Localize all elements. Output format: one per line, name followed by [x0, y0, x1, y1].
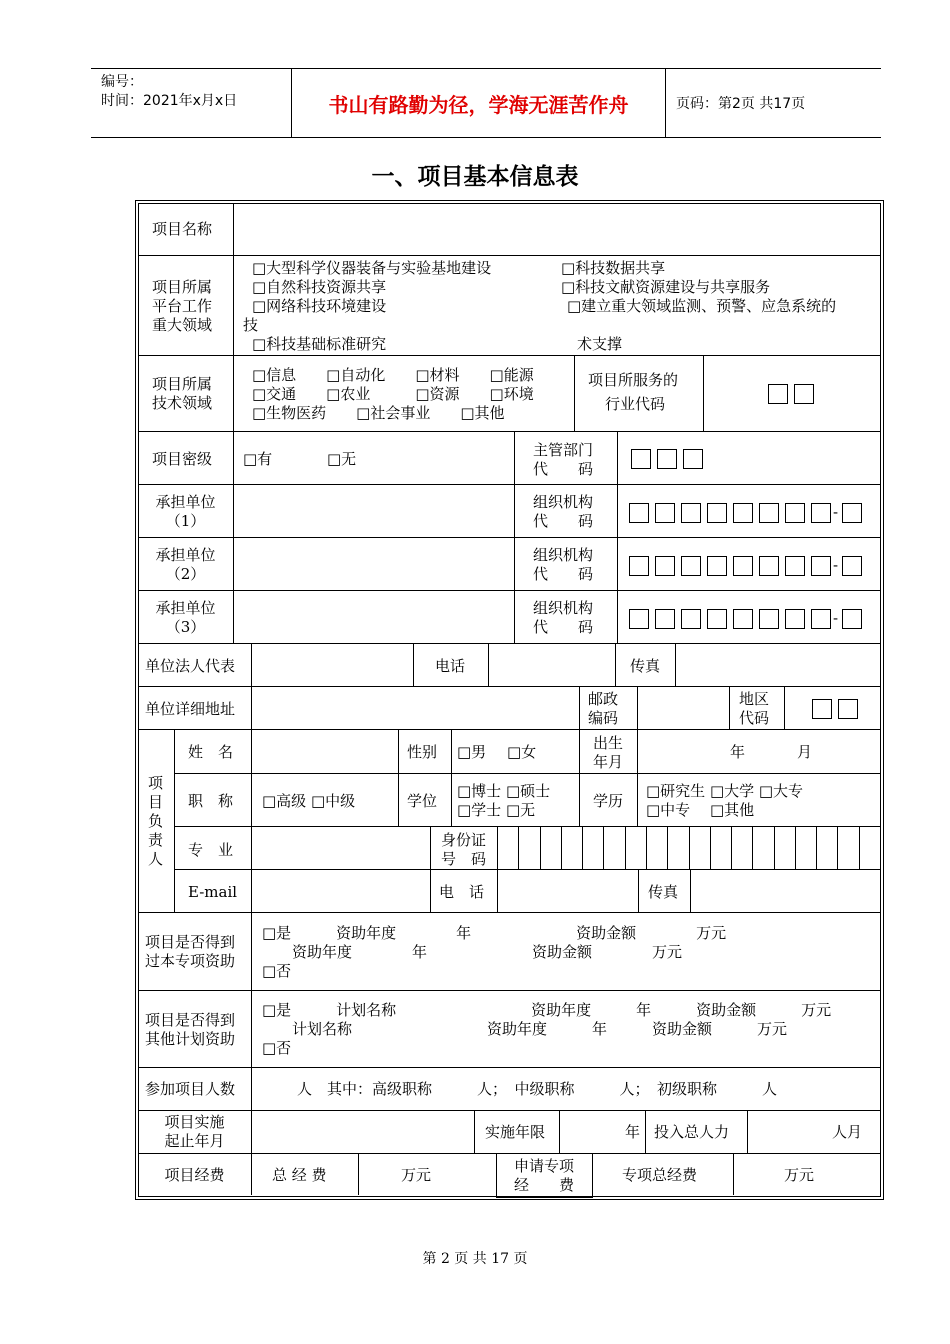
area-code-label-2: 代码	[739, 709, 770, 727]
secrecy-label: 项目密级	[152, 450, 213, 468]
org-code-box[interactable]	[681, 503, 701, 523]
org-code-box[interactable]	[842, 609, 862, 629]
org-code-label-2a: 组织机构	[533, 546, 594, 564]
id-cell-divider	[816, 826, 817, 869]
id-cell-divider	[710, 826, 711, 869]
org-code-box[interactable]	[811, 609, 831, 629]
special-total-label: 专项总经费	[622, 1166, 698, 1184]
org-code-dash: -	[833, 556, 839, 574]
id-cell-divider	[625, 826, 626, 869]
org-code-box[interactable]	[681, 609, 701, 629]
unit2-num: （2）	[165, 565, 206, 583]
platform-option-2[interactable]: □科技数据共享	[561, 259, 666, 277]
fund2-label-2: 其他计划资助	[145, 1030, 236, 1048]
degree-options-2[interactable]: □学士 □无	[457, 801, 536, 819]
org-code-box[interactable]	[759, 556, 779, 576]
id-cell-divider	[859, 826, 860, 869]
id-cell-divider	[518, 826, 519, 869]
total-cost-unit: 万元	[401, 1166, 432, 1184]
dept-code-label-1: 主管部门	[533, 441, 594, 459]
leader-name-label: 姓 名	[188, 743, 234, 761]
area-code-label-1: 地区	[739, 690, 770, 708]
page-header	[91, 68, 881, 138]
industry-code-label-1: 项目所服务的	[588, 371, 679, 389]
org-code-label-1a: 组织机构	[533, 493, 594, 511]
org-code-box[interactable]	[842, 503, 862, 523]
legal-rep-label: 单位法人代表	[145, 657, 236, 675]
degree-label: 学位	[407, 792, 438, 810]
id-cell-divider	[646, 826, 647, 869]
platform-label-3: 重大领域	[152, 316, 213, 334]
period-label-1: 项目实施	[164, 1113, 225, 1131]
org-code-box[interactable]	[842, 556, 862, 576]
project-name-field[interactable]	[240, 210, 870, 250]
id-cell-divider	[561, 826, 562, 869]
period-label-2: 起止年月	[164, 1132, 225, 1150]
org-code-box[interactable]	[681, 556, 701, 576]
fund1-line-1[interactable]: □是 资助年度 年 资助金额 万元	[262, 924, 727, 942]
duration-unit: 年	[625, 1123, 641, 1141]
org-code-box[interactable]	[707, 609, 727, 629]
form-table	[138, 203, 881, 1197]
postcode-label-1: 邮政	[588, 690, 619, 708]
org-code-box[interactable]	[655, 503, 675, 523]
unit3-num: （3）	[165, 618, 206, 636]
birth-label-1: 出生	[593, 734, 624, 752]
header-motto: 书山有路勤为径，学海无涯苦作舟	[291, 69, 666, 137]
org-code-box[interactable]	[811, 503, 831, 523]
education-label: 学历	[593, 792, 624, 810]
dept-code-boxes[interactable]	[631, 449, 709, 469]
tech-label-2: 技术领域	[152, 394, 213, 412]
birth-label-2: 年月	[593, 753, 624, 771]
serial-label: 编号：	[101, 74, 143, 90]
org-code-label-2b: 代 码	[533, 565, 594, 583]
email-label: E-mail	[188, 883, 238, 901]
id-cell-divider	[752, 826, 753, 869]
org-code-box[interactable]	[759, 609, 779, 629]
education-options-2[interactable]: □中专 □其他	[646, 801, 755, 819]
fund2-label-1: 项目是否得到	[145, 1011, 236, 1029]
total-cost-label: 总 经 费	[272, 1166, 327, 1184]
phone-label: 电话	[435, 657, 466, 675]
birth-month-unit: 月	[797, 743, 813, 761]
id-cell-divider	[603, 826, 604, 869]
org-code-boxes-1[interactable]	[629, 503, 868, 523]
birth-year-unit: 年	[730, 743, 746, 761]
platform-label-1: 项目所属	[152, 278, 213, 296]
degree-options-1[interactable]: □博士 □硕士	[457, 782, 551, 800]
fax-label: 传真	[630, 657, 661, 675]
cost-label: 项目经费	[164, 1166, 225, 1184]
platform-option-4[interactable]: □科技文献资源建设与共享服务	[561, 278, 771, 296]
page-title: 一、项目基本信息表	[371, 163, 579, 190]
fund1-label-1: 项目是否得到	[145, 933, 236, 951]
org-code-box[interactable]	[629, 556, 649, 576]
org-code-box[interactable]	[733, 556, 753, 576]
org-code-boxes-2[interactable]	[629, 556, 868, 576]
org-code-box[interactable]	[707, 556, 727, 576]
org-code-label-3b: 代 码	[533, 618, 594, 636]
unit3-label: 承担单位	[155, 599, 216, 617]
fund1-line-2: 资助年度 年 资助金额 万元	[262, 943, 683, 961]
title-options[interactable]: □高级 □中级	[262, 792, 356, 810]
platform-option-6-cont: 技	[243, 316, 259, 334]
id-cell-divider	[540, 826, 541, 869]
leader-label-1: 项	[148, 774, 164, 792]
org-code-dash: -	[833, 609, 839, 627]
leader-phone-label: 电 话	[439, 883, 485, 901]
org-code-box[interactable]	[707, 503, 727, 523]
leader-label-3: 负	[148, 812, 164, 830]
tech-label-1: 项目所属	[152, 375, 213, 393]
org-code-dash: -	[833, 503, 839, 521]
org-code-box[interactable]	[785, 503, 805, 523]
unit1-num: （1）	[165, 512, 206, 530]
manpower-unit: 人月	[832, 1123, 863, 1141]
leader-label-5: 人	[148, 850, 164, 868]
org-code-box[interactable]	[785, 609, 805, 629]
industry-code-boxes[interactable]	[768, 384, 820, 404]
page-number: 页码：第2页 共17页	[676, 96, 806, 112]
address-label: 单位详细地址	[145, 700, 236, 718]
org-code-label-3a: 组织机构	[533, 599, 594, 617]
platform-label-2: 平台工作	[152, 297, 213, 315]
fund2-line-3[interactable]: □否	[262, 1039, 292, 1057]
header-meta	[101, 73, 237, 111]
org-code-box[interactable]	[759, 503, 779, 523]
gender-label: 性别	[407, 743, 438, 761]
platform-option-1[interactable]: □大型科学仪器装备与实验基地建设	[252, 259, 492, 277]
major-label: 专 业	[188, 841, 234, 859]
time-label: 时间：2021年x月x日	[101, 93, 238, 109]
id-cell-divider	[795, 826, 796, 869]
apply-cost-label-1: 申请专项	[513, 1157, 574, 1175]
id-cell-divider	[774, 826, 775, 869]
secrecy-yes[interactable]: □有	[243, 450, 273, 468]
id-label-2: 号 码	[441, 850, 487, 868]
platform-option-3[interactable]: □自然科技资源共享	[252, 278, 387, 296]
tech-options-row-3[interactable]: □生物医药 □社会事业 □其他	[252, 404, 505, 422]
org-code-box[interactable]	[655, 556, 675, 576]
org-code-box[interactable]	[811, 556, 831, 576]
org-code-label-1b: 代 码	[533, 512, 594, 530]
leader-label-2: 目	[148, 793, 164, 811]
special-total-unit: 万元	[784, 1166, 815, 1184]
area-code-boxes[interactable]	[812, 699, 864, 719]
fund1-label-2: 过本专项资助	[145, 952, 236, 970]
education-options-1[interactable]: □研究生 □大学 □大专	[646, 782, 804, 800]
id-cell-divider	[837, 826, 838, 869]
title-label: 职 称	[188, 792, 234, 810]
org-code-box[interactable]	[785, 556, 805, 576]
id-cell-divider	[689, 826, 690, 869]
manpower-label: 投入总人力	[654, 1123, 730, 1141]
people-label: 参加项目人数	[145, 1080, 236, 1098]
platform-option-6-end: 术支撑	[577, 335, 623, 353]
secrecy-no[interactable]: □无	[327, 450, 357, 468]
duration-label: 实施年限	[485, 1123, 546, 1141]
apply-cost-label-2: 经 费	[513, 1176, 574, 1194]
org-code-box[interactable]	[733, 609, 753, 629]
platform-option-5[interactable]: □网络科技环境建设	[252, 297, 387, 315]
platform-option-6[interactable]: □建立重大领域监测、预警、应急系统的	[567, 297, 837, 315]
org-code-box[interactable]	[733, 503, 753, 523]
platform-option-7[interactable]: □科技基础标准研究	[252, 335, 387, 353]
tech-options-row-1[interactable]: □信息 □自动化 □材料 □能源	[252, 366, 534, 384]
id-cell-divider	[667, 826, 668, 869]
tech-options-row-2[interactable]: □交通 □农业 □资源 □环境	[252, 385, 534, 403]
org-code-boxes-3[interactable]	[629, 609, 868, 629]
fund1-line-3[interactable]: □否	[262, 962, 292, 980]
postcode-label-2: 编码	[588, 709, 619, 727]
fund2-line-2: 计划名称 资助年度 年 资助金额 万元	[262, 1020, 788, 1038]
people-text: 人 其中：高级职称 人； 中级职称 人； 初级职称 人	[297, 1080, 778, 1098]
unit1-label: 承担单位	[155, 493, 216, 511]
gender-female[interactable]: □女	[507, 743, 537, 761]
fund2-line-1[interactable]: □是 计划名称 资助年度 年 资助金额 万元	[262, 1001, 832, 1019]
id-cell-divider	[731, 826, 732, 869]
gender-male[interactable]: □男	[457, 743, 487, 761]
page-footer: 第 2 页 共 17 页	[422, 1251, 528, 1267]
industry-code-label-2: 行业代码	[605, 395, 666, 413]
org-code-box[interactable]	[655, 609, 675, 629]
project-name-label: 项目名称	[152, 220, 213, 238]
id-cell-divider	[582, 826, 583, 869]
leader-fax-label: 传真	[648, 883, 679, 901]
id-label-1: 身份证	[441, 831, 487, 849]
unit2-label: 承担单位	[155, 546, 216, 564]
dept-code-label-2: 代 码	[533, 460, 594, 478]
org-code-box[interactable]	[629, 609, 649, 629]
leader-label-4: 责	[148, 831, 164, 849]
org-code-box[interactable]	[629, 503, 649, 523]
